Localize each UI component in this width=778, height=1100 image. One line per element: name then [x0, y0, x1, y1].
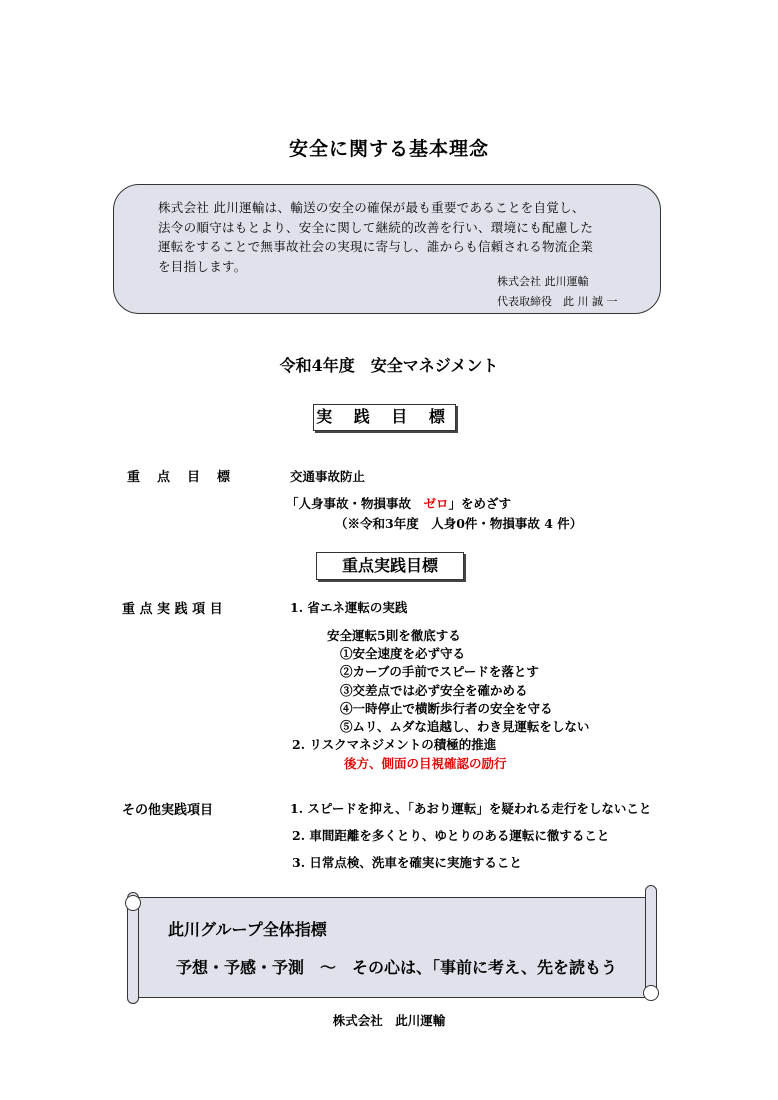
key-goal-prefix: 「人身事故・物損事故 [286, 496, 424, 511]
philosophy-representative: 代表取締役 此 川 誠 一 [497, 295, 618, 308]
key-practice-item-2-highlight: 後方、側面の目視確認の励行 [344, 756, 507, 771]
key-practice-heading: 重点実践目標 [316, 552, 464, 580]
philosophy-text [158, 198, 638, 276]
safe-driving-rule: ③交差点では必ず安全を確かめる [340, 683, 528, 698]
safe-driving-rule: ①安全速度を必ず守る [340, 646, 466, 661]
philosophy-company: 株式会社 此川運輸 [497, 275, 589, 288]
key-goal-zero: ゼロ [423, 496, 449, 511]
other-practice-item: 3. 日常点検、洗車を確実に実施すること [292, 855, 522, 870]
key-practice-label: 重 点 実 践 項 目 [122, 602, 223, 617]
management-title: 令和4年度 安全マネジメント [279, 356, 499, 375]
safe-driving-rule: ⑤ムリ、ムダな追越し、わき見運転をしない [340, 719, 590, 734]
key-goal-note: （※令和3年度 人身0件・物損事故 4 件） [335, 516, 583, 531]
scroll-curl-icon [643, 985, 659, 1001]
other-practice-item: 1. スピードを抑え、「あおり運転」を疑われる走行をしないこと [290, 801, 652, 816]
safe-driving-rules-intro: 安全運転5則を徹底する [327, 628, 461, 643]
safe-driving-rule: ④一時停止で横断歩行者の安全を守る [340, 701, 553, 716]
practice-goal-heading: 実 践 目 標 [313, 404, 456, 431]
other-practice-item: 2. 車間距離を多くとり、ゆとりのある運転に徹すること [292, 828, 610, 843]
page-title: 安全に関する基本理念 [288, 138, 489, 160]
philosophy-line: を目指します。 [158, 258, 247, 274]
key-practice-item-1: 1. 省エネ運転の実践 [290, 600, 408, 615]
philosophy-line: 法令の順守はもとより、安全に関して継続的改善を行い、環境にも配慮した [158, 219, 594, 235]
key-practice-item-2: 2. リスクマネジメントの積極的推進 [292, 737, 497, 752]
philosophy-line: 運転をすることで無事故社会の実現に寄与し、誰からも信頼される物流企業 [158, 239, 594, 254]
key-goal-statement [286, 494, 511, 512]
group-banner-title: 此川グループ全体指標 [168, 920, 327, 939]
footer-company: 株式会社 此川運輸 [332, 1013, 446, 1028]
philosophy-line: 株式会社 此川運輸は、輸送の安全の確保が最も重要であることを自覚し、 [158, 200, 585, 215]
group-banner-scroll [133, 897, 651, 998]
key-goal-item: 交通事故防止 [290, 469, 366, 484]
safe-driving-rule: ②カーブの手前でスピードを落とす [340, 664, 539, 679]
key-goal-suffix: 」をめざす [448, 496, 512, 511]
key-goal-label: 重 点 目 標 [127, 470, 233, 485]
scroll-curl-icon [125, 895, 141, 911]
group-banner-slogan: 予想・予感・予測 ～ その心は、「事前に考え、先を読もう [176, 958, 617, 977]
scroll-right-roll [645, 885, 657, 997]
other-practice-label: その他実践項目 [122, 803, 214, 818]
